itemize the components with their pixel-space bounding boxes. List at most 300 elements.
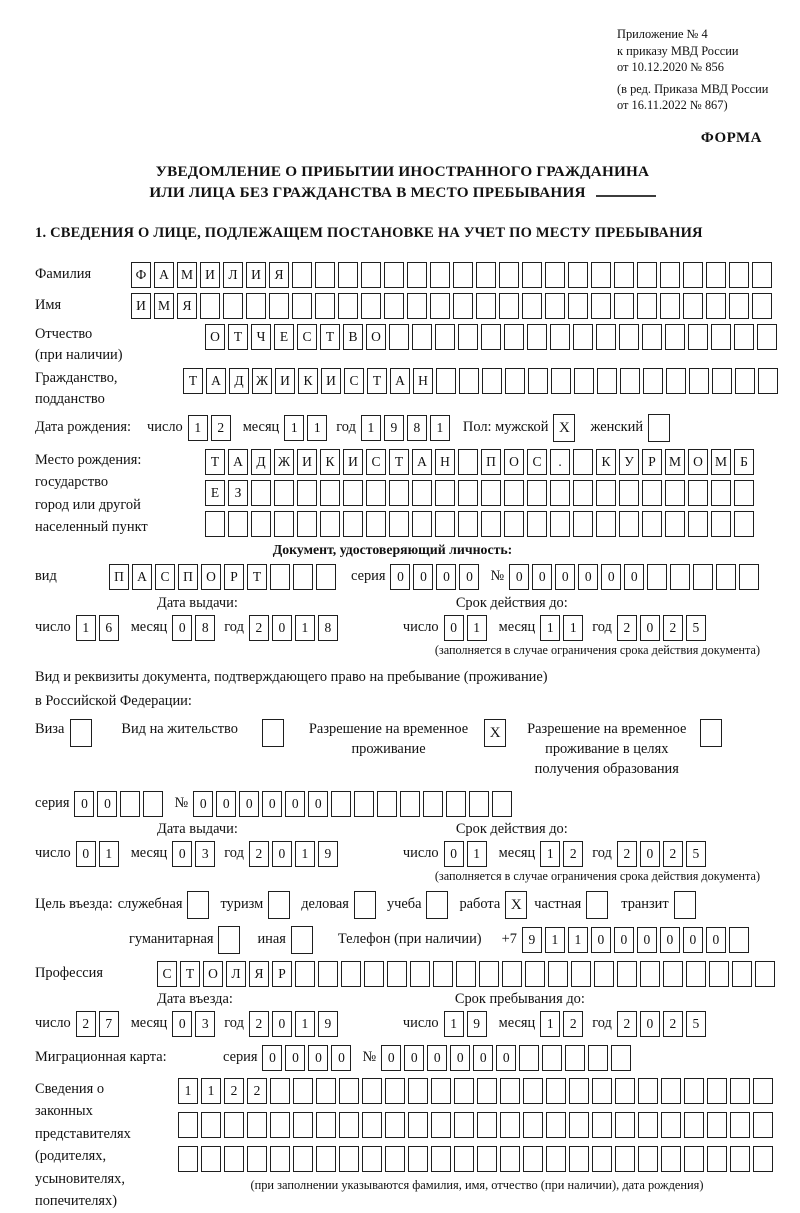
char-box[interactable] [251,480,271,506]
char-box[interactable] [431,1112,451,1138]
char-box[interactable]: 0 [473,1045,493,1071]
char-box[interactable]: Н [413,368,433,394]
char-box[interactable] [706,293,726,319]
char-box[interactable] [454,1112,474,1138]
char-box[interactable] [734,324,754,350]
char-box[interactable]: 0 [459,564,479,590]
char-box[interactable]: Р [642,449,662,475]
char-box[interactable]: Ж [252,368,272,394]
char-box[interactable] [435,324,455,350]
char-box[interactable]: 9 [318,1011,338,1037]
char-box[interactable] [339,1146,359,1172]
char-box[interactable] [292,293,312,319]
char-box[interactable]: 1 [295,1011,315,1037]
char-box[interactable]: 1 [188,415,208,441]
char-box[interactable] [361,262,381,288]
char-box[interactable] [571,961,591,987]
char-box[interactable]: 0 [601,564,621,590]
char-box[interactable] [251,511,271,537]
char-box[interactable] [477,1078,497,1104]
char-box[interactable] [426,891,448,919]
char-box[interactable] [707,1078,727,1104]
char-box[interactable] [753,1112,773,1138]
char-box[interactable]: 2 [249,615,269,641]
char-box[interactable]: 3 [195,1011,215,1037]
char-box[interactable]: 0 [285,791,305,817]
char-box[interactable]: 1 [361,415,381,441]
char-box[interactable]: 0 [427,1045,447,1071]
char-box[interactable] [412,511,432,537]
char-box[interactable]: З [228,480,248,506]
char-box[interactable] [377,791,397,817]
char-box[interactable]: К [298,368,318,394]
char-box[interactable] [637,293,657,319]
char-box[interactable] [545,293,565,319]
char-box[interactable] [755,961,775,987]
char-box[interactable] [387,961,407,987]
char-box[interactable]: 2 [563,1011,583,1037]
char-box[interactable]: А [390,368,410,394]
char-box[interactable] [670,564,690,590]
char-box[interactable] [734,480,754,506]
char-box[interactable] [569,1112,589,1138]
char-box[interactable] [592,1112,612,1138]
char-box[interactable] [586,891,608,919]
char-box[interactable]: 2 [249,1011,269,1037]
char-box[interactable] [331,791,351,817]
char-box[interactable] [716,564,736,590]
char-box[interactable]: X [505,891,527,919]
char-box[interactable] [732,961,752,987]
char-box[interactable] [689,368,709,394]
char-box[interactable] [523,1146,543,1172]
char-box[interactable]: 2 [249,841,269,867]
char-box[interactable] [522,262,542,288]
char-box[interactable]: 2 [663,841,683,867]
char-box[interactable]: И [200,262,220,288]
char-box[interactable]: О [201,564,221,590]
char-box[interactable] [758,368,778,394]
char-box[interactable]: Н [435,449,455,475]
char-box[interactable] [458,324,478,350]
char-box[interactable]: 2 [76,1011,96,1037]
char-box[interactable] [739,564,759,590]
char-box[interactable] [753,1146,773,1172]
char-box[interactable] [338,262,358,288]
char-box[interactable]: 1 [563,615,583,641]
char-box[interactable] [315,262,335,288]
char-box[interactable] [315,293,335,319]
char-box[interactable] [700,719,722,747]
char-box[interactable]: 2 [563,841,583,867]
char-box[interactable] [661,1078,681,1104]
char-box[interactable] [573,511,593,537]
char-box[interactable] [734,511,754,537]
char-box[interactable]: 0 [172,1011,192,1037]
char-box[interactable]: 2 [211,415,231,441]
char-box[interactable]: Л [223,262,243,288]
char-box[interactable] [407,293,427,319]
char-box[interactable] [505,368,525,394]
char-box[interactable] [637,262,657,288]
char-box[interactable]: 0 [272,1011,292,1037]
char-box[interactable]: С [366,449,386,475]
char-box[interactable]: 0 [640,615,660,641]
char-box[interactable] [339,1078,359,1104]
char-box[interactable] [709,961,729,987]
char-box[interactable] [569,1078,589,1104]
char-box[interactable] [224,1146,244,1172]
char-box[interactable] [573,324,593,350]
char-box[interactable] [565,1045,585,1071]
char-box[interactable]: 0 [444,615,464,641]
char-box[interactable]: 9 [467,1011,487,1037]
char-box[interactable]: 9 [522,927,542,953]
char-box[interactable] [619,324,639,350]
char-box[interactable]: С [157,961,177,987]
char-box[interactable] [499,293,519,319]
char-box[interactable]: 0 [706,927,726,953]
char-box[interactable] [752,262,772,288]
char-box[interactable] [591,293,611,319]
char-box[interactable]: Т [183,368,203,394]
char-box[interactable]: 2 [224,1078,244,1104]
char-box[interactable]: 1 [284,415,304,441]
char-box[interactable] [247,1146,267,1172]
char-box[interactable] [527,480,547,506]
char-box[interactable] [476,262,496,288]
char-box[interactable]: Д [251,449,271,475]
char-box[interactable]: 0 [555,564,575,590]
char-box[interactable]: 0 [74,791,94,817]
char-box[interactable]: И [321,368,341,394]
char-box[interactable] [366,480,386,506]
char-box[interactable] [269,293,289,319]
char-box[interactable] [640,961,660,987]
char-box[interactable] [548,961,568,987]
char-box[interactable] [688,324,708,350]
char-box[interactable]: 0 [640,841,660,867]
char-box[interactable]: Т [180,961,200,987]
char-box[interactable]: М [154,293,174,319]
char-box[interactable] [546,1112,566,1138]
char-box[interactable] [458,449,478,475]
char-box[interactable] [458,511,478,537]
char-box[interactable]: Т [389,449,409,475]
char-box[interactable] [459,368,479,394]
char-box[interactable]: 0 [308,1045,328,1071]
char-box[interactable] [684,1078,704,1104]
char-box[interactable] [482,368,502,394]
char-box[interactable] [228,511,248,537]
char-box[interactable] [706,262,726,288]
char-box[interactable] [619,511,639,537]
char-box[interactable] [224,1112,244,1138]
char-box[interactable]: Е [274,324,294,350]
char-box[interactable] [270,1146,290,1172]
char-box[interactable]: О [205,324,225,350]
char-box[interactable]: О [504,449,524,475]
char-box[interactable]: А [154,262,174,288]
char-box[interactable] [684,1112,704,1138]
char-box[interactable]: П [178,564,198,590]
char-box[interactable] [354,891,376,919]
char-box[interactable] [205,511,225,537]
char-box[interactable]: И [246,262,266,288]
char-box[interactable] [247,1112,267,1138]
char-box[interactable]: 3 [195,841,215,867]
char-box[interactable]: Р [224,564,244,590]
char-box[interactable]: 0 [262,1045,282,1071]
char-box[interactable] [545,262,565,288]
char-box[interactable] [362,1146,382,1172]
char-box[interactable] [389,324,409,350]
char-box[interactable] [291,926,313,954]
char-box[interactable] [178,1112,198,1138]
char-box[interactable]: 1 [540,615,560,641]
char-box[interactable]: 0 [285,1045,305,1071]
char-box[interactable]: И [131,293,151,319]
char-box[interactable] [274,511,294,537]
char-box[interactable] [481,480,501,506]
char-box[interactable] [412,480,432,506]
char-box[interactable] [412,324,432,350]
char-box[interactable] [665,480,685,506]
char-box[interactable] [477,1146,497,1172]
char-box[interactable]: 0 [172,615,192,641]
char-box[interactable] [268,891,290,919]
char-box[interactable] [550,511,570,537]
char-box[interactable] [729,262,749,288]
char-box[interactable]: 0 [390,564,410,590]
char-box[interactable] [433,961,453,987]
char-box[interactable]: 1 [201,1078,221,1104]
char-box[interactable] [711,480,731,506]
char-box[interactable] [500,1146,520,1172]
char-box[interactable] [592,1078,612,1104]
char-box[interactable] [385,1146,405,1172]
char-box[interactable] [711,511,731,537]
char-box[interactable] [481,324,501,350]
char-box[interactable]: 0 [683,927,703,953]
char-box[interactable] [574,368,594,394]
char-box[interactable] [408,1112,428,1138]
char-box[interactable]: 9 [384,415,404,441]
char-box[interactable]: 2 [617,1011,637,1037]
char-box[interactable]: П [109,564,129,590]
char-box[interactable]: X [484,719,506,747]
char-box[interactable]: 5 [686,615,706,641]
char-box[interactable] [476,293,496,319]
char-box[interactable] [295,961,315,987]
char-box[interactable] [550,480,570,506]
char-box[interactable] [729,293,749,319]
char-box[interactable] [362,1078,382,1104]
char-box[interactable] [270,564,290,590]
char-box[interactable] [200,293,220,319]
char-box[interactable] [661,1112,681,1138]
char-box[interactable] [430,293,450,319]
char-box[interactable]: 5 [686,1011,706,1037]
char-box[interactable] [500,1112,520,1138]
char-box[interactable] [384,293,404,319]
char-box[interactable] [591,262,611,288]
char-box[interactable]: 0 [331,1045,351,1071]
char-box[interactable]: С [297,324,317,350]
char-box[interactable] [638,1112,658,1138]
char-box[interactable] [730,1078,750,1104]
char-box[interactable] [385,1078,405,1104]
char-box[interactable]: 2 [663,1011,683,1037]
char-box[interactable]: К [320,449,340,475]
char-box[interactable]: 0 [578,564,598,590]
char-box[interactable] [385,1112,405,1138]
char-box[interactable] [70,719,92,747]
char-box[interactable] [619,480,639,506]
char-box[interactable] [354,791,374,817]
char-box[interactable]: А [132,564,152,590]
char-box[interactable] [707,1146,727,1172]
char-box[interactable]: 0 [404,1045,424,1071]
char-box[interactable]: К [596,449,616,475]
char-box[interactable]: 0 [591,927,611,953]
char-box[interactable]: 7 [99,1011,119,1037]
char-box[interactable] [686,961,706,987]
char-box[interactable]: И [275,368,295,394]
char-box[interactable]: 0 [239,791,259,817]
char-box[interactable]: 1 [307,415,327,441]
char-box[interactable]: 1 [99,841,119,867]
char-box[interactable]: 1 [540,1011,560,1037]
char-box[interactable] [316,1146,336,1172]
char-box[interactable] [620,368,640,394]
char-box[interactable] [481,511,501,537]
char-box[interactable] [684,1146,704,1172]
char-box[interactable] [693,564,713,590]
char-box[interactable]: 1 [467,841,487,867]
char-box[interactable]: 0 [193,791,213,817]
char-box[interactable] [361,293,381,319]
char-box[interactable] [453,293,473,319]
char-box[interactable] [666,368,686,394]
char-box[interactable]: 0 [76,841,96,867]
char-box[interactable] [201,1112,221,1138]
char-box[interactable] [550,324,570,350]
char-box[interactable] [318,961,338,987]
char-box[interactable]: 1 [568,927,588,953]
char-box[interactable] [410,961,430,987]
char-box[interactable]: 1 [444,1011,464,1037]
char-box[interactable] [596,511,616,537]
char-box[interactable] [638,1078,658,1104]
char-box[interactable] [262,719,284,747]
char-box[interactable]: 0 [436,564,456,590]
char-box[interactable] [569,1146,589,1172]
char-box[interactable]: Т [205,449,225,475]
char-box[interactable] [362,1112,382,1138]
char-box[interactable]: 8 [195,615,215,641]
char-box[interactable] [683,262,703,288]
char-box[interactable]: 1 [540,841,560,867]
char-box[interactable] [615,1146,635,1172]
char-box[interactable]: 0 [614,927,634,953]
char-box[interactable] [297,511,317,537]
char-box[interactable] [527,324,547,350]
char-box[interactable]: 0 [413,564,433,590]
char-box[interactable]: 0 [509,564,529,590]
char-box[interactable] [592,1146,612,1172]
char-box[interactable]: 9 [318,841,338,867]
char-box[interactable]: Я [269,262,289,288]
char-box[interactable] [551,368,571,394]
char-box[interactable]: 1 [430,415,450,441]
char-box[interactable] [201,1146,221,1172]
char-box[interactable] [343,480,363,506]
char-box[interactable] [435,480,455,506]
char-box[interactable] [730,1112,750,1138]
char-box[interactable] [343,511,363,537]
char-box[interactable] [407,262,427,288]
char-box[interactable] [665,511,685,537]
char-box[interactable]: Я [249,961,269,987]
char-box[interactable] [730,1146,750,1172]
char-box[interactable] [597,368,617,394]
char-box[interactable] [320,511,340,537]
char-box[interactable] [120,791,140,817]
char-box[interactable] [614,293,634,319]
char-box[interactable]: 0 [262,791,282,817]
char-box[interactable]: 2 [617,615,637,641]
char-box[interactable]: И [297,449,317,475]
char-box[interactable]: Л [226,961,246,987]
char-box[interactable]: С [155,564,175,590]
char-box[interactable] [753,1078,773,1104]
char-box[interactable] [499,262,519,288]
char-box[interactable] [615,1078,635,1104]
char-box[interactable] [384,262,404,288]
char-box[interactable]: 0 [496,1045,516,1071]
char-box[interactable] [596,324,616,350]
char-box[interactable]: А [206,368,226,394]
char-box[interactable]: 1 [295,841,315,867]
char-box[interactable] [683,293,703,319]
char-box[interactable]: С [527,449,547,475]
char-box[interactable] [519,1045,539,1071]
char-box[interactable]: Я [177,293,197,319]
char-box[interactable] [143,791,163,817]
char-box[interactable] [546,1078,566,1104]
char-box[interactable]: 0 [532,564,552,590]
char-box[interactable] [729,927,749,953]
char-box[interactable] [453,262,473,288]
char-box[interactable] [527,511,547,537]
char-box[interactable]: 0 [272,615,292,641]
char-box[interactable]: 8 [407,415,427,441]
char-box[interactable]: 6 [99,615,119,641]
char-box[interactable] [568,293,588,319]
char-box[interactable] [757,324,777,350]
char-box[interactable]: Т [228,324,248,350]
char-box[interactable] [735,368,755,394]
char-box[interactable] [316,564,336,590]
char-box[interactable] [707,1112,727,1138]
char-box[interactable]: У [619,449,639,475]
char-box[interactable] [218,926,240,954]
char-box[interactable] [408,1078,428,1104]
char-box[interactable] [573,480,593,506]
char-box[interactable] [339,1112,359,1138]
char-box[interactable] [614,262,634,288]
